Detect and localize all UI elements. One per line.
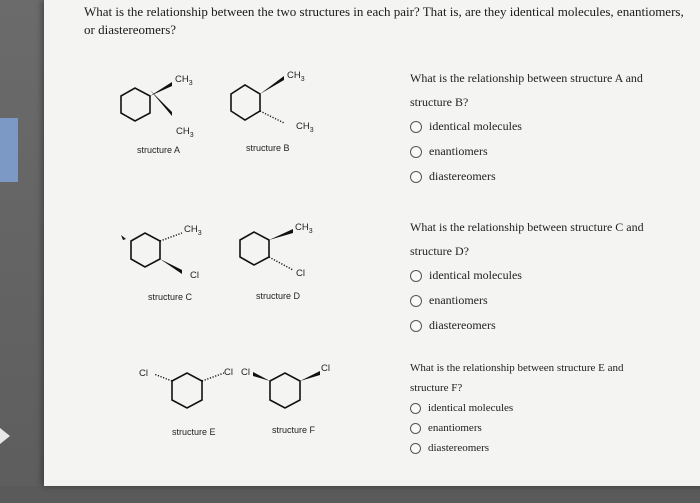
structure-a-drawing <box>116 72 226 142</box>
pair-cd-prompt: What is the relationship between structure C and structure D? <box>410 220 644 258</box>
cl-label: Cl <box>139 368 148 379</box>
wedge-bond <box>300 371 320 381</box>
option-enantiomers-ef[interactable]: enantiomers <box>410 418 675 438</box>
hash-bond <box>202 373 224 381</box>
cl-label: Cl <box>241 367 250 378</box>
cursor-mark-icon <box>121 235 126 240</box>
hash-bond <box>154 374 172 381</box>
cyclohexane-ring-c <box>120 222 230 292</box>
structure-b-label: structure B <box>246 143 290 153</box>
bottom-background <box>0 486 700 503</box>
radio-button[interactable] <box>410 320 422 332</box>
option-enantiomers-cd[interactable]: enantiomers <box>410 288 675 313</box>
ch3-label: $CH_3$ <box>296 121 314 134</box>
structure-e-label: structure E <box>172 427 216 437</box>
radio-button[interactable] <box>410 146 422 158</box>
pair-ab-prompt: What is the relationship between structure A and structure B? <box>410 71 643 109</box>
pair-ef-prompt: What is the relationship between structure E and structure F? <box>410 362 624 394</box>
cl-label: Cl <box>296 268 305 279</box>
play-arrow-icon <box>0 428 10 444</box>
cl-label: Cl <box>224 367 233 378</box>
option-diastereomers-cd[interactable]: diastereomers <box>410 313 675 338</box>
pair-ab-question <box>410 66 675 189</box>
structure-f-drawing <box>250 365 360 425</box>
option-diastereomers-ab[interactable]: diastereomers <box>410 164 675 189</box>
ch3-label: $CH_3$ <box>175 74 193 87</box>
radio-button[interactable] <box>410 423 421 434</box>
cyclohexane-ring-b <box>228 72 338 142</box>
structure-a-label: structure A <box>137 145 181 155</box>
cyclohexane-ring-d <box>236 222 346 292</box>
structure-d-drawing <box>236 222 346 292</box>
cl-label: Cl <box>190 270 199 281</box>
radio-button[interactable] <box>410 443 421 454</box>
wedge-bond <box>150 90 172 116</box>
structure-c-label: structure C <box>148 292 193 302</box>
option-enantiomers-ab[interactable]: enantiomers <box>410 139 675 164</box>
wedge-bond <box>260 76 284 94</box>
pair-cd-question <box>410 215 675 338</box>
radio-button[interactable] <box>410 295 422 307</box>
ch3-label: $CH_3$ <box>176 126 194 139</box>
structure-d-label: structure D <box>256 291 301 301</box>
radio-button[interactable] <box>410 121 422 133</box>
radio-button[interactable] <box>410 403 421 414</box>
option-identical-cd[interactable]: identical molecules <box>410 263 675 288</box>
structure-c-drawing <box>120 222 230 292</box>
ch3-label: $CH_3$ <box>287 70 305 83</box>
cyclohexane-ring-f <box>250 365 360 425</box>
cyclohexane-ring-a <box>116 72 226 142</box>
side-tab <box>0 118 18 182</box>
ch3-label: $CH_3$ <box>295 222 313 235</box>
option-diastereomers-ef[interactable]: diastereomers <box>410 438 675 458</box>
wedge-bond <box>253 372 270 381</box>
radio-button[interactable] <box>410 270 422 282</box>
structure-b-drawing <box>228 72 338 142</box>
question-prompt: What is the relationship between the two structures in each pair? That is, are they identical molecules, enantiomers, or diastereomers? <box>84 4 684 37</box>
wedge-bond <box>269 229 293 240</box>
hash-bond <box>160 233 182 241</box>
option-identical-ef[interactable]: identical molecules <box>410 398 675 418</box>
ch3-label: $CH_3$ <box>184 224 202 237</box>
hash-bond <box>260 111 284 123</box>
cl-label: Cl <box>321 363 330 374</box>
pair-ef-question <box>410 358 675 458</box>
hash-bond <box>269 257 293 270</box>
option-identical-ab[interactable]: identical molecules <box>410 114 675 139</box>
structure-f-label: structure F <box>272 425 316 435</box>
radio-button[interactable] <box>410 171 422 183</box>
wedge-bond <box>160 259 182 274</box>
